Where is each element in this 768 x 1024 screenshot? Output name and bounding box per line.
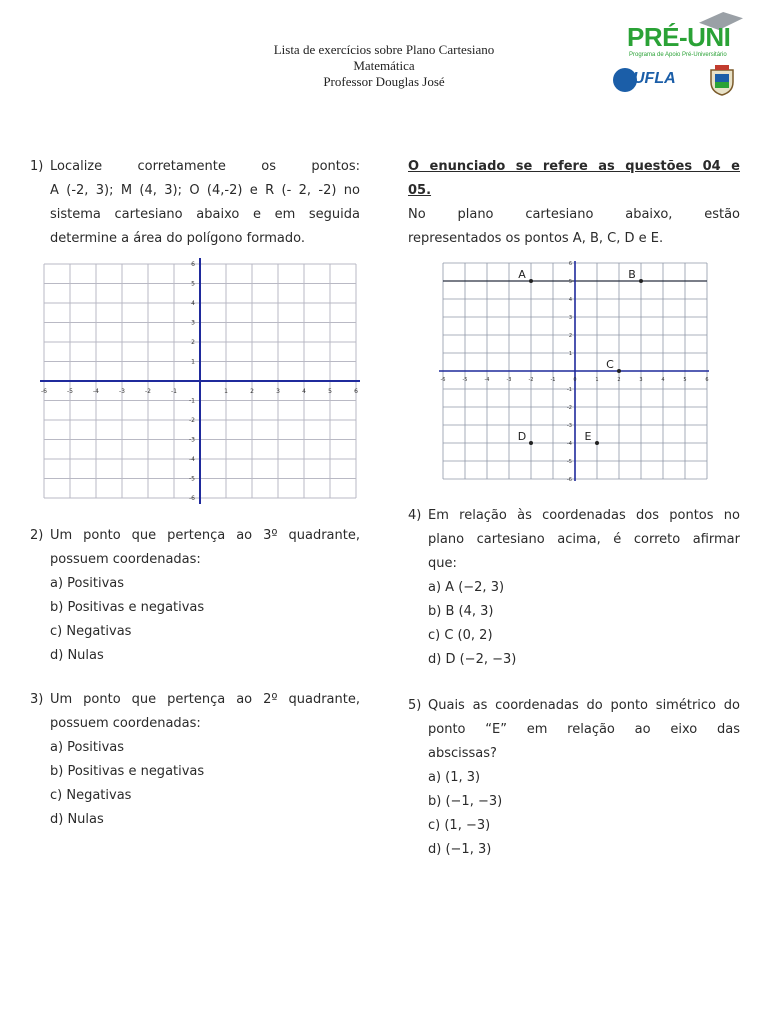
option-a: a) (1, 3) bbox=[428, 770, 481, 785]
ufla-logo bbox=[613, 66, 676, 96]
y-tick-label: 2 bbox=[568, 333, 572, 339]
question-3 bbox=[30, 688, 360, 832]
x-tick-label: 6 bbox=[354, 388, 358, 395]
point-e-label: E bbox=[584, 430, 592, 443]
x-tick-label: -2 bbox=[145, 388, 151, 395]
y-tick-label: -3 bbox=[567, 423, 572, 429]
option-b: b) (−1, −3) bbox=[428, 794, 503, 809]
y-tick-label: -4 bbox=[189, 456, 195, 463]
point-a-marker bbox=[529, 279, 533, 283]
document-header bbox=[200, 42, 568, 90]
option-a: a) Positivas bbox=[50, 740, 125, 755]
x-tick-label: -3 bbox=[119, 388, 125, 395]
x-tick-label: -4 bbox=[93, 388, 99, 395]
point-a-label: A bbox=[518, 268, 526, 281]
left-column-lower bbox=[30, 524, 360, 832]
x-tick-label: -2 bbox=[528, 377, 534, 383]
question-text-line: determine a área do polígono formado. bbox=[50, 231, 306, 246]
y-tick-label: -2 bbox=[189, 417, 195, 424]
document-title: Lista de exercícios sobre Plano Cartesiano bbox=[273, 42, 495, 57]
question-4 bbox=[408, 504, 740, 672]
y-tick-label: -5 bbox=[189, 475, 195, 483]
x-tick-label: 2 bbox=[250, 388, 254, 395]
x-tick-label: 1 bbox=[595, 377, 599, 383]
question-text-line: sistema cartesiano abaixo e em seguida bbox=[50, 207, 360, 222]
preuni-logo-text: PRÉ-UNI bbox=[627, 22, 731, 52]
y-tick-label: 5 bbox=[191, 280, 195, 288]
y-tick-label: -6 bbox=[567, 477, 572, 483]
question-number: 5) bbox=[408, 698, 422, 713]
x-tick-label: 0 bbox=[573, 377, 577, 383]
question-number: 3) bbox=[30, 692, 44, 707]
point-c-label: C bbox=[606, 358, 614, 371]
y-tick-label: -5 bbox=[567, 459, 572, 465]
option-d: d) Nulas bbox=[50, 812, 104, 827]
option-d: d) D (−2, −3) bbox=[428, 652, 517, 667]
intro-text-line: representados os pontos A, B, C, D e E. bbox=[408, 231, 664, 246]
preuni-logo bbox=[623, 12, 745, 64]
document-teacher: Professor Douglas José bbox=[323, 74, 445, 89]
x-tick-label: -4 bbox=[484, 377, 490, 383]
y-tick-label: 4 bbox=[191, 300, 195, 307]
question-text-line: possuem coordenadas: bbox=[50, 716, 201, 731]
question-2 bbox=[30, 524, 360, 668]
y-tick-label: 3 bbox=[568, 315, 572, 321]
x-tick-label: -3 bbox=[506, 377, 512, 383]
point-b-marker bbox=[639, 279, 643, 283]
x-tick-label: -1 bbox=[171, 388, 177, 395]
cartesian-grid-blank bbox=[40, 258, 364, 504]
option-b: b) Positivas e negativas bbox=[50, 600, 205, 615]
document-subject: Matemática bbox=[353, 58, 415, 73]
option-a: a) A (−2, 3) bbox=[428, 580, 505, 595]
preuni-logo-subtitle: Programa de Apoio Pré-Universitário bbox=[629, 52, 727, 58]
y-tick-label: 1 bbox=[191, 358, 195, 366]
option-c: c) (1, −3) bbox=[428, 818, 491, 833]
x-tick-label: 5 bbox=[328, 388, 332, 395]
option-b: b) Positivas e negativas bbox=[50, 764, 205, 779]
x-tick-label: -5 bbox=[67, 388, 73, 395]
question-number: 4) bbox=[408, 508, 422, 523]
option-c: c) Negativas bbox=[50, 624, 132, 639]
x-tick-label: 3 bbox=[639, 377, 643, 383]
y-tick-label: 6 bbox=[191, 261, 195, 268]
right-column bbox=[408, 155, 740, 251]
y-tick-label: -1 bbox=[189, 397, 195, 405]
question-5 bbox=[408, 694, 740, 862]
x-tick-label: 3 bbox=[276, 388, 280, 395]
question-text-line: A (-2, 3); M (4, 3); O (4,-2) e R (- 2, -2) no bbox=[50, 183, 360, 198]
x-tick-label: 5 bbox=[683, 377, 687, 383]
intro-heading: O enunciado se refere as questões 04 e bbox=[408, 159, 740, 174]
point-c-marker bbox=[617, 369, 621, 373]
left-column bbox=[30, 155, 360, 251]
question-text-line: possuem coordenadas: bbox=[50, 552, 201, 567]
x-tick-label: -6 bbox=[440, 377, 446, 383]
y-tick-label: 1 bbox=[568, 351, 572, 357]
y-tick-label: -4 bbox=[567, 441, 572, 447]
x-tick-label: 6 bbox=[705, 377, 709, 383]
y-tick-label: 5 bbox=[568, 279, 572, 285]
question-1 bbox=[30, 155, 360, 251]
cartesian-grid-points bbox=[437, 259, 709, 487]
y-tick-label: -1 bbox=[567, 387, 572, 393]
intro-text-line: No plano cartesiano abaixo, estão bbox=[408, 207, 740, 222]
question-text-line: Localize corretamente os pontos: bbox=[50, 159, 360, 174]
x-tick-label: 2 bbox=[617, 377, 621, 383]
y-tick-label: 4 bbox=[568, 297, 572, 303]
question-number: 1) bbox=[30, 159, 44, 174]
x-tick-label: -5 bbox=[462, 377, 468, 383]
y-tick-label: 3 bbox=[191, 319, 195, 327]
point-b-label: B bbox=[628, 268, 636, 281]
ufla-logo-text: UFLA bbox=[633, 70, 676, 87]
coat-of-arms-icon bbox=[707, 64, 737, 96]
x-tick-label: -6 bbox=[41, 388, 47, 395]
option-c: c) C (0, 2) bbox=[428, 628, 493, 643]
y-tick-label: 6 bbox=[568, 261, 572, 267]
question-text-line: abscissas? bbox=[428, 746, 497, 761]
question-text-line: Um ponto que pertença ao 2º quadrante, bbox=[50, 692, 360, 707]
question-text-line: plano cartesiano acima, é correto afirmar bbox=[428, 532, 740, 547]
option-b: b) B (4, 3) bbox=[428, 604, 494, 619]
y-tick-label: -3 bbox=[189, 436, 195, 444]
option-d: d) (−1, 3) bbox=[428, 842, 492, 857]
right-column-lower bbox=[408, 504, 740, 862]
option-a: a) Positivas bbox=[50, 576, 125, 591]
y-tick-label: -2 bbox=[567, 405, 572, 411]
question-text-line: ponto “E” em relação ao eixo das bbox=[428, 722, 740, 737]
option-c: c) Negativas bbox=[50, 788, 132, 803]
x-tick-label: 4 bbox=[661, 377, 665, 383]
x-tick-label: 4 bbox=[302, 388, 306, 395]
question-text-line: Em relação às coordenadas dos pontos no bbox=[428, 508, 740, 523]
y-tick-label: 2 bbox=[191, 339, 195, 346]
point-d-label: D bbox=[517, 430, 527, 443]
x-tick-label: 1 bbox=[224, 388, 228, 395]
point-d-marker bbox=[529, 441, 533, 445]
question-text-line: Quais as coordenadas do ponto simétrico do bbox=[428, 698, 740, 713]
option-d: d) Nulas bbox=[50, 648, 104, 663]
point-e-marker bbox=[595, 441, 599, 445]
x-tick-label: -1 bbox=[550, 377, 556, 383]
question-text-line: que: bbox=[428, 556, 457, 571]
question-text-line: Um ponto que pertença ao 3º quadrante, bbox=[50, 528, 360, 543]
question-number: 2) bbox=[30, 528, 44, 543]
intro-heading-cont: 05. bbox=[408, 183, 432, 198]
y-tick-label: -6 bbox=[189, 495, 195, 502]
